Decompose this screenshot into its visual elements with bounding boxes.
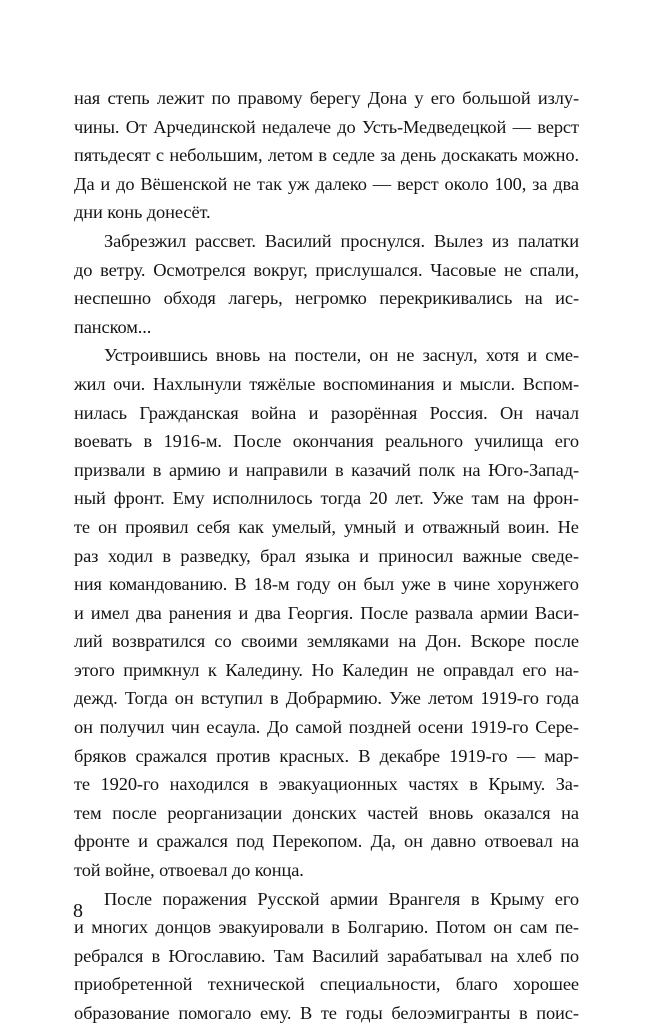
text-line: ребрался в Югославию. Там Василий зарабатывал на хлеб по: [74, 945, 579, 966]
text-line-content: панском...: [74, 316, 152, 337]
text-line-content: той войне, отвоевал до конца.: [74, 860, 304, 881]
text-line: приобретенной технической специальности, благо хорошее: [74, 974, 579, 995]
text-line-content: дни конь донесёт.: [74, 202, 211, 223]
text-line: этого примкнул к Каледину. Но Каледин не оправдал его на-: [74, 659, 579, 680]
text-line: бряков сражался против красных. В декабре 1919-го — мар-: [74, 745, 579, 766]
text-line: призвали в армию и направили в казачий полк на Юго-Запад-: [74, 459, 579, 480]
text-line: нилась Гражданская война и разорённая Россия. Он начал: [74, 402, 579, 423]
text-line: фронте и сражался под Перекопом. Да, он давно отвоевал на: [74, 831, 579, 852]
text-line: лий возвратился со своими земляками на Дон. Вскоре после: [74, 631, 579, 652]
text-line: пятьдесят с небольшим, летом в седле за день доскакать можно.: [74, 145, 579, 166]
text-line: жил очи. Нахлынули тяжёлые воспоминания и мысли. Вспом-: [74, 373, 579, 394]
text-line: ный фронт. Ему исполнилось тогда 20 лет. Уже там на фрон-: [74, 488, 579, 509]
text-line: и многих донцов эвакуировали в Болгарию. Потом он сам пе-: [74, 917, 579, 938]
text-line: чины. От Арчединской недалече до Усть-Медведецкой — верст: [74, 116, 579, 137]
text-line: ная степь лежит по правому берегу Дона у его большой излу-: [74, 88, 579, 108]
text-line: [74, 856, 579, 885]
text-line: Да и до Вёшенской не так уж далеко — верст около 100, за два: [74, 173, 579, 194]
text-line: воевать в 1916-м. После окончания реального училища его: [74, 431, 579, 452]
text-line: до ветру. Осмотрелся вокруг, прислушался. Часовые не спали,: [74, 259, 579, 280]
text-line: дежд. Тогда он вступил в Добрармию. Уже летом 1919-го года: [74, 688, 579, 709]
text-line: Устроившись вновь на постели, он не заснул, хотя и сме-: [104, 345, 579, 366]
text-line: неспешно обходя лагерь, негромко перекрикивались на ис-: [74, 288, 579, 309]
text-line: [74, 198, 579, 227]
text-line: тем после реорганизации донских частей вновь оказался на: [74, 802, 579, 823]
page-number: 8: [73, 900, 83, 922]
text-line: образование помогало ему. В те годы белоэмигранты в поис-: [74, 1003, 579, 1023]
text-line: он получил чин есаула. До самой поздней осени 1919-го Сере-: [74, 717, 579, 738]
text-line: раз ходил в разведку, брал языка и приносил важные сведе-: [74, 545, 579, 566]
text-line: и имел два ранения и два Георгия. После развала армии Васи-: [74, 602, 579, 623]
text-line: После поражения Русской армии Врангеля в Крыму его: [104, 888, 579, 909]
text-line: те 1920-го находился в эвакуационных частях в Крыму. За-: [74, 774, 579, 795]
page-text: [74, 84, 579, 1028]
text-line: [74, 313, 579, 342]
text-line: ния командованию. В 18-м году он был уже в чине хорунжего: [74, 574, 579, 595]
text-line: те он проявил себя как умелый, умный и отважный воин. Не: [74, 516, 579, 537]
text-line: Забрезжил рассвет. Василий проснулся. Вылез из палатки: [104, 230, 579, 251]
